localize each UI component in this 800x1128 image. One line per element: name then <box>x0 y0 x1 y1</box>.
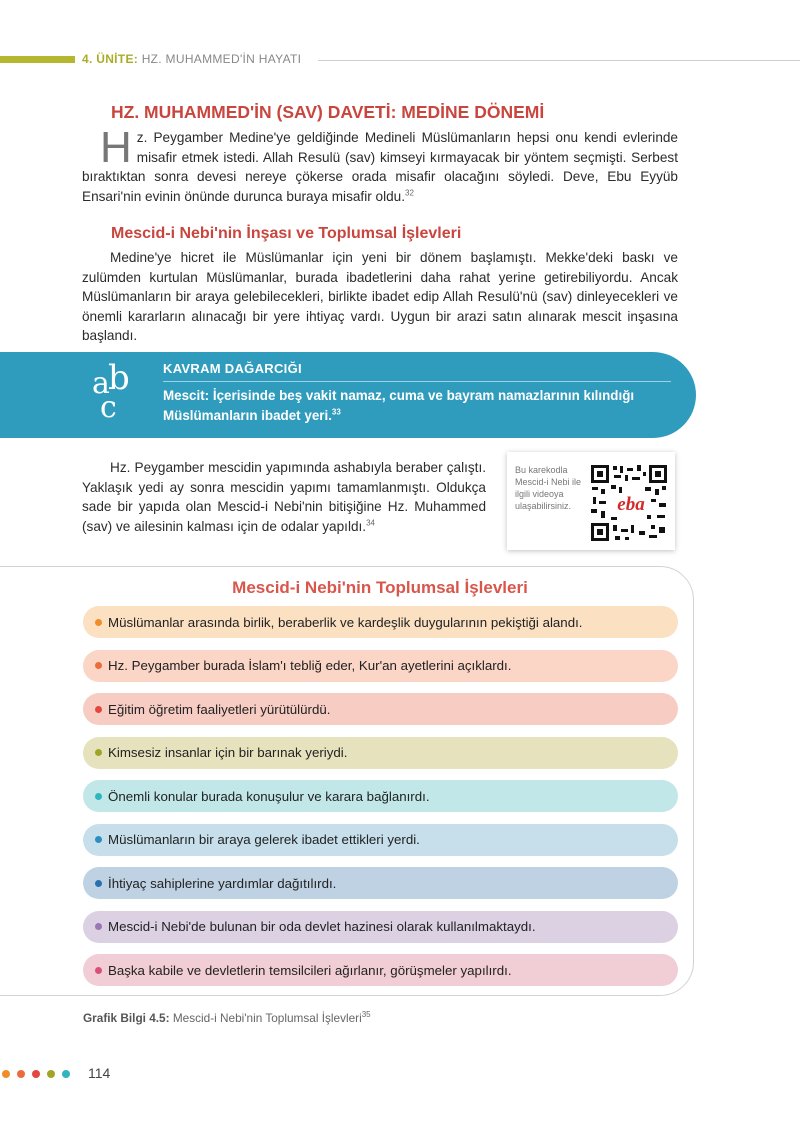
function-item-text: Eğitim öğretim faaliyetleri yürütülürdü. <box>108 701 331 717</box>
subsection-title: Mescid-i Nebi'nin İnşası ve Toplumsal İşlevleri <box>111 225 462 242</box>
function-item-text: Önemli konular burada konuşulur ve karara bağlanırdı. <box>108 788 430 804</box>
bullet-dot-icon <box>95 923 102 930</box>
function-item-text: Hz. Peygamber burada İslam'ı tebliğ eder, Kur'an ayetlerini açıklardı. <box>108 658 512 673</box>
bullet-dot-icon <box>95 793 102 800</box>
unit-label: 4. ÜNİTE: <box>82 52 139 66</box>
qr-caption: Bu karekodla Mescid-i Nebi ile ilgili videoya ulaşabilirsiniz. <box>515 465 582 511</box>
bullet-dot-icon <box>95 967 102 974</box>
body-text: Medine'ye hicret ile Müslümanlar için yeni bir dönem başlamıştı. Mekke'deki baskı ve zulümden kurtulan Müslümanlar, burada ibadetlerini daha rahat yerine getirebiliyordu. Ancak Müslümanların bir araya gelebilecekleri, birlikte ibadet edip Allah Resulü'nü (sav) dinleyecekleri ve önemli kararların alınacağı bir yere ihtiyaç vardı. Uygun bir arazi satın alınarak mescit inşasına başlandı. <box>82 250 678 343</box>
caption-label: Grafik Bilgi 4.5: <box>83 1011 170 1025</box>
concept-term: Mescit: <box>163 388 210 403</box>
footer-dot <box>2 1070 10 1078</box>
function-item <box>83 737 678 769</box>
function-item <box>83 867 678 899</box>
function-item <box>83 693 678 725</box>
bullet-dot-icon <box>95 662 102 669</box>
header-rule <box>318 60 800 61</box>
caption-text: Mescid-i Nebi'nin Toplumsal İşlevleri <box>172 1011 362 1025</box>
svg-text:eba: eba <box>617 494 645 515</box>
concept-rule <box>163 381 671 382</box>
unit-title: HZ. MUHAMMED'İN HAYATI <box>141 52 302 66</box>
bullet-dot-icon <box>95 880 102 887</box>
intro-text: z. Peygamber Medine'ye geldiğinde Medineli Müslümanların hepsi onu kendi evlerinde misafir etmek istedi. Allah Resulü (sav) kimseyi kırmayacak bir yöntem seçmişti. Serbest bıraktıktan sonra devesi nereye çökerse orada misafir olacağını söyledi. Deve, Ebu Eyyüb Ensari'nin evinin önünde durunca buraya misafir oldu. <box>82 130 678 204</box>
concept-definition-text: İçerisinde beş vakit namaz, cuma ve bayram namazlarının kılındığı Müslümanların ibadet yeri. <box>163 388 635 423</box>
concept-title: KAVRAM DAĞARCIĞI <box>163 361 302 376</box>
page-number: 114 <box>88 1065 111 1081</box>
functions-title: Mescid-i Nebi'nin Toplumsal İşlevleri <box>232 578 528 597</box>
function-item <box>83 780 678 812</box>
footer-dot <box>32 1070 40 1078</box>
function-item <box>83 911 678 943</box>
function-item-text: Müslümanlar arasında birlik, beraberlik ve kardeşlik duygularının pekiştiği alandı. <box>108 614 583 630</box>
bullet-dot-icon <box>95 706 102 713</box>
bullet-dot-icon <box>95 619 102 626</box>
header-accent-bar <box>0 56 75 63</box>
concept-definition <box>163 386 678 426</box>
footnote-ref: 34 <box>366 517 375 527</box>
intro-paragraph <box>82 123 678 206</box>
concept-box <box>0 352 696 438</box>
body-paragraph <box>82 458 486 536</box>
footer-dot <box>47 1070 55 1078</box>
bullet-dot-icon <box>95 836 102 843</box>
function-item-text: Müslümanların bir araya gelerek ibadet ettikleri yerdi. <box>108 832 420 847</box>
bullet-dot-icon <box>95 749 102 756</box>
qr-card[interactable] <box>507 452 675 550</box>
figure-caption <box>83 1011 371 1025</box>
function-item-text: İhtiyaç sahiplerine yardımlar dağıtılırdı. <box>108 875 337 891</box>
function-item <box>83 824 678 856</box>
footer-dots <box>2 1070 70 1078</box>
section-title: HZ. MUHAMMED'İN (SAV) DAVETİ: MEDİNE DÖNEMİ <box>111 102 545 122</box>
footnote-ref: 33 <box>331 407 341 417</box>
drop-cap: H <box>100 123 132 172</box>
footer-dot <box>62 1070 70 1078</box>
running-header <box>82 52 301 66</box>
function-item <box>83 650 678 682</box>
footnote-ref: 35 <box>361 1010 371 1020</box>
footer-dot <box>17 1070 25 1078</box>
abc-icon: a b c <box>92 358 130 425</box>
qr-code-icon[interactable] <box>589 463 669 543</box>
footnote-ref: 32 <box>405 187 414 197</box>
function-item-text: Mescid-i Nebi'de bulunan bir oda devlet hazinesi olarak kullanılmaktaydı. <box>108 919 536 934</box>
function-item <box>83 606 678 638</box>
function-item <box>83 954 678 986</box>
function-item-text: Başka kabile ve devletlerin temsilcileri ağırlanır, görüşmeler yapılırdı. <box>108 962 512 978</box>
body-paragraph <box>82 248 678 346</box>
body-text: Hz. Peygamber mescidin yapımında ashabıyla beraber çalıştı. Yaklaşık yedi ay sonra mescidin yapımı tamamlanmıştı. Oldukça sade bir yapıda olan Mescid-i Nebi'nin bitişiğine Hz. Muhammed (sav) ve ailesinin kalması için de odalar yapıldı.$^{34}$ <box>82 460 486 534</box>
function-item-text: Kimsesiz insanlar için bir barınak yeriydi. <box>108 745 348 760</box>
